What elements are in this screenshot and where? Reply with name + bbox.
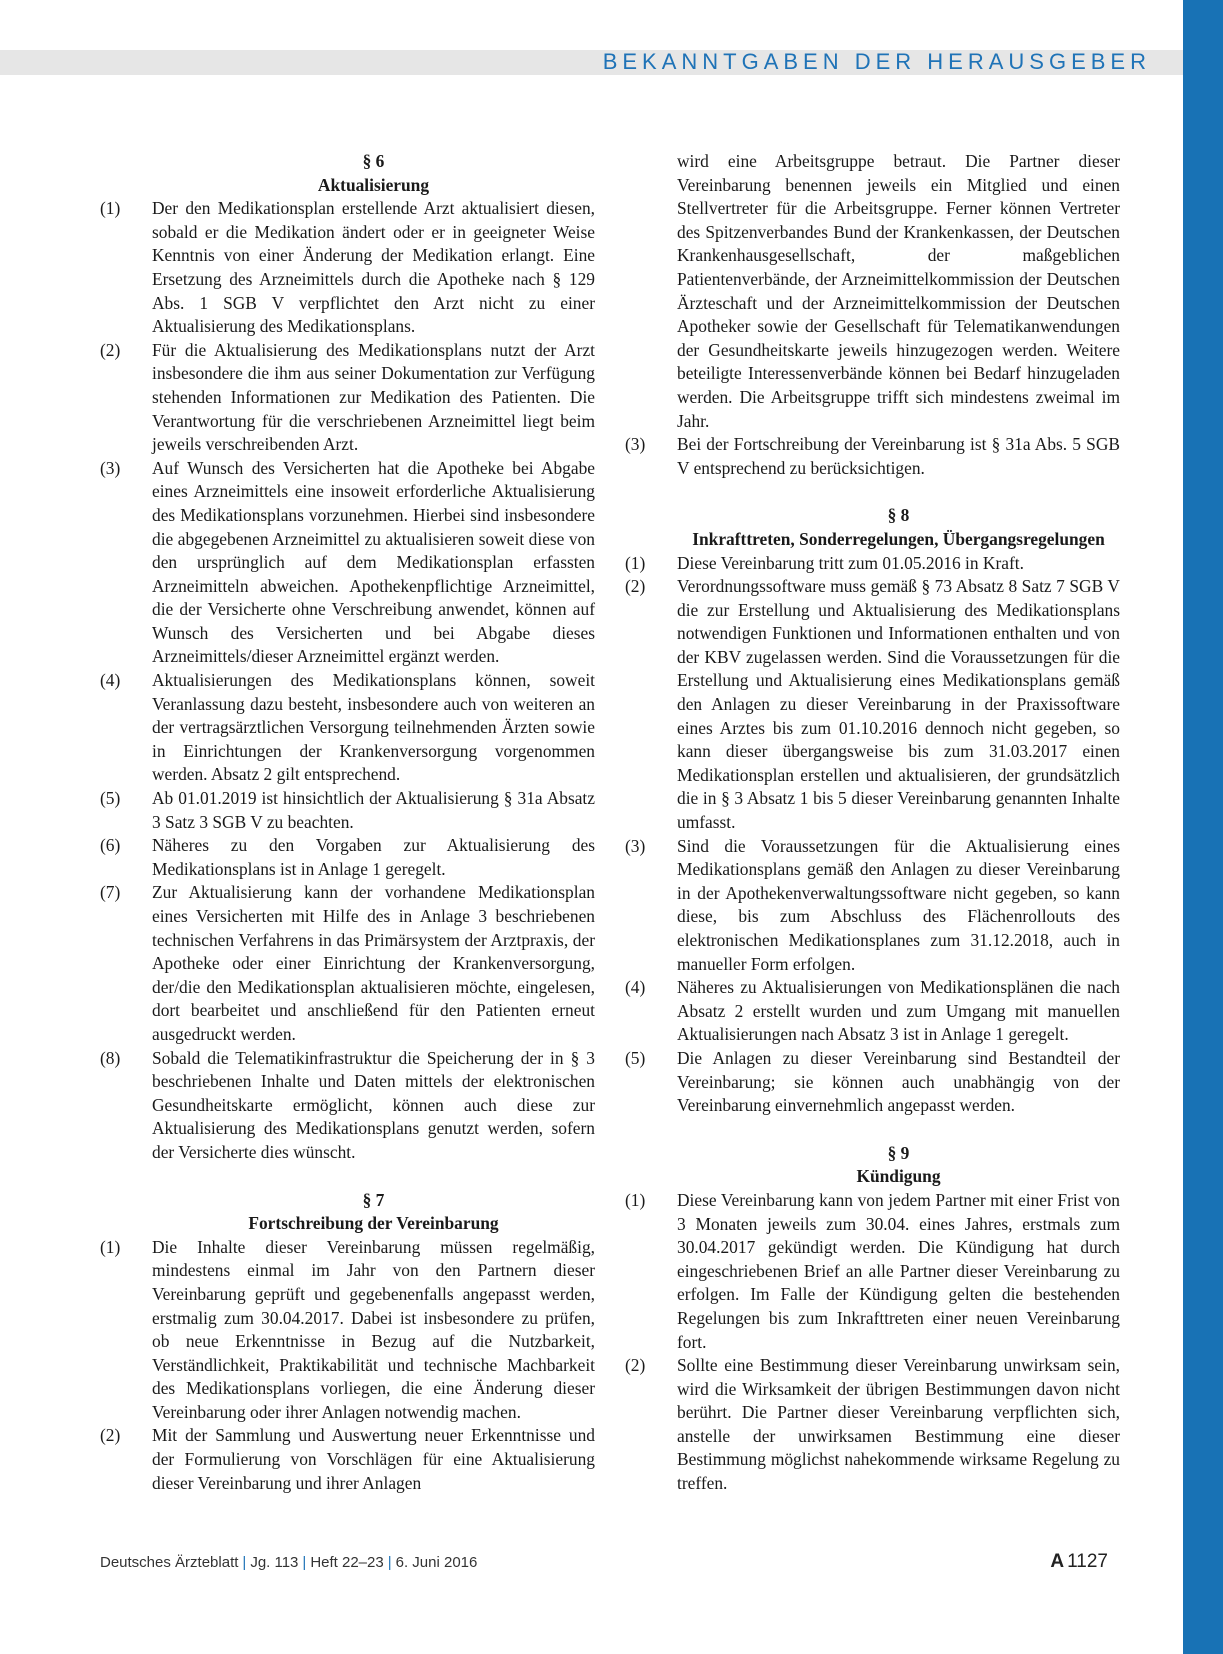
section-6-paragraphs — [100, 197, 595, 1164]
section-9-paragraphs — [625, 1189, 1120, 1496]
paragraph-text: Diese Vereinbarung tritt zum 01.05.2016 in Kraft. — [677, 552, 1024, 573]
paragraph-text: Sollte eine Bestimmung dieser Vereinbarung unwirksam sein, wird die Wirksamkeit der übrigen Bestimmungen davon nicht berührt. Die Partner dieser Vereinbarung verpflichten sich, anstelle der unwirksamen Bestimmung eine dieser Bestimmung möglichst nahekommende wirksame Regelung zu treffen. — [677, 1355, 1120, 1494]
section-7-title: Fortschreibung der Vereinbarung — [248, 1213, 499, 1234]
paragraph-number: (1) — [625, 552, 646, 573]
footer-volume: Jg. 113 — [250, 1554, 299, 1571]
column-left — [100, 150, 595, 1495]
paragraph-number: (8) — [100, 1047, 121, 1068]
paragraph-number: (7) — [100, 882, 121, 903]
section-9-title: Kündigung — [856, 1166, 941, 1187]
section-6-number: § 6 — [362, 151, 385, 171]
paragraph — [625, 552, 1120, 576]
paragraph — [625, 575, 1120, 835]
paragraph-text: Ab 01.01.2019 ist hinsichtlich der Aktualisierung § 31a Absatz 3 Satz 3 SGB V zu beachten. — [152, 788, 595, 832]
paragraph — [100, 1424, 595, 1495]
footer-journal: Deutsches Ärzteblatt — [100, 1554, 239, 1571]
page-header-title: BEKANNTGABEN DER HERAUSGEBER — [602, 49, 1151, 74]
section-7-paragraphs-right — [625, 433, 1120, 480]
paragraph-text: Aktualisierungen des Medikationsplans können, soweit Veranlassung dazu besteht, insbesondere auch von weiteren an der vertragsärztlichen Versorgung teilnehmenden Ärzten sowie in Einrichtungen der Krankenversorgung vorgenommen werden. Absatz 2 gilt entsprechend. — [152, 670, 595, 785]
paragraph — [625, 1047, 1120, 1118]
footer-page-number — [1050, 1551, 1108, 1573]
paragraph-number: (3) — [625, 434, 646, 455]
paragraph — [100, 1236, 595, 1425]
footer-issue: Heft 22–23 — [310, 1554, 384, 1571]
paragraph-text: Auf Wunsch des Versicherten hat die Apotheke bei Abgabe eines Arzneimittels eine insoweit erforderliche Aktualisierung des Medikationsplans vorzunehmen. Hierbei sind insbesondere die abgegebenen Arzneimittel zu aktualisieren soweit diese von den ursprünglich auf dem Medikationsplan erfassten Arzneimitteln abweichen. Apothekenpflichtige Arzneimittel, die der Versicherte ohne Verschreibung anwendet, können auf Wunsch des Versicherten und bei Abgabe dieses Arzneimittels/dieser Arzneimittel ergänzt werden. — [152, 457, 595, 667]
paragraph-text: Mit der Sammlung und Auswertung neuer Erkenntnisse und der Formulierung von Vorschlägen für eine Aktualisierung dieser Vereinbarung und ihrer Anlagen — [152, 1425, 595, 1493]
footer-date: 6. Juni 2016 — [395, 1554, 478, 1571]
paragraph-number: (5) — [100, 788, 121, 809]
paragraph-number: (1) — [625, 1189, 646, 1210]
column-right — [625, 150, 1120, 1496]
section-8-title: Inkrafttreten, Sonderregelungen, Übergangsregelungen — [692, 528, 1105, 549]
footer-page-value: 1127 — [1067, 1551, 1108, 1572]
paragraph-number: (2) — [625, 1355, 646, 1376]
paragraph-text: Verordnungssoftware muss gemäß § 73 Absatz 8 Satz 7 SGB V die zur Erstellung und Aktualisierung des Medikationsplans notwendigen Funktionen und Informationen enthalten und von der KBV zugelassen werden. Sind die Voraussetzungen für die Erstellung und Aktualisierung eines Medikationsplans gemäß den Anlagen zu dieser Vereinbarung in der Praxissoftware eines Arztes bis zum 01.10.2016 dennoch nicht gegeben, so kann dieser übergangsweise bis zum 31.03.2017 einen Medikationsplan erstellen und aktualisieren, der grundsätzlich die in § 3 Absatz 1 bis 5 dieser Vereinbarung genannten Inhalte umfasst. — [677, 576, 1120, 833]
paragraph-text: Näheres zu Aktualisierungen von Medikationsplänen die nach Absatz 2 erstellt wurden und zum Umgang mit manuellen Aktualisierungen nach Absatz 3 ist in Anlage 1 geregelt. — [677, 977, 1120, 1045]
paragraph — [100, 669, 595, 787]
paragraph — [625, 976, 1120, 1047]
paragraph-number: (2) — [100, 339, 121, 360]
paragraph — [100, 834, 595, 881]
paragraph-number: (6) — [100, 835, 121, 856]
paragraph-number: (3) — [100, 457, 121, 478]
paragraph — [100, 787, 595, 834]
section-9-number: § 9 — [887, 1142, 910, 1163]
paragraph-number: (4) — [625, 977, 646, 998]
paragraph — [100, 339, 595, 457]
section-8-paragraphs — [625, 552, 1120, 1118]
footer-citation: Deutsches Ärzteblatt | Jg. 113 | Heft 22–23 | 6. Juni 2016 — [100, 1554, 478, 1571]
paragraph-number: (1) — [100, 1236, 121, 1257]
paragraph — [625, 1189, 1120, 1354]
paragraph-number: (2) — [625, 576, 646, 597]
paragraph-text: Zur Aktualisierung kann der vorhandene Medikationsplan eines Versicherten mit Hilfe des in Anlage 3 beschriebenen technischen Verfahrens in das Primärsystem der Arztpraxis, der Apotheke oder einer Einrichtung der Krankenversorgung, der/die den Medikationsplan aktualisieren möchte, eingelesen, dort bearbeitet und anschließend für den Patienten erneut ausgedruckt werden. — [152, 882, 595, 1044]
paragraph — [100, 197, 595, 339]
paragraph-text: Sobald die Telematikinfrastruktur die Speicherung der in § 3 beschriebenen Inhalte und Daten mittels der elektronischen Gesundheitskarte ermöglicht, können auch diese zur Aktualisierung des Medikationsplans genutzt werden, sofern der Versicherte dies wünscht. — [152, 1047, 595, 1162]
section-7-paragraphs — [100, 1236, 595, 1496]
paragraph-text: Näheres zu den Vorgaben zur Aktualisierung des Medikationsplans ist in Anlage 1 geregelt. — [152, 835, 595, 879]
paragraph — [100, 881, 595, 1046]
section-6-title: Aktualisierung — [317, 174, 430, 195]
paragraph — [625, 835, 1120, 977]
paragraph-text: Die Anlagen zu dieser Vereinbarung sind Bestandteil der Vereinbarung; sie können auch unabhängig von der Vereinbarung einvernehmlich angepasst werden. — [677, 1047, 1120, 1116]
paragraph-text: Sind die Voraussetzungen für die Aktualisierung eines Medikationsplans gemäß den Anlagen zu dieser Vereinbarung in der Apothekenverwaltungssoftware nicht gegeben, so kann diese, bis zum Abschluss des Flächenrollouts des elektronischen Medikationsplanes zum 31.12.2018, auch in manueller Form erfolgen. — [677, 835, 1120, 974]
paragraph-continuation: wird eine Arbeitsgruppe betraut. Die Partner dieser Vereinbarung benennen jeweils ein Mitglied und einen Stellvertreter für die Arbeitsgruppe. Ferner können Vertreter des Spitzenverbandes Bund der Krankenkassen, der Deutschen Krankenhausgesellschaft, der maßgeblichen Patientenverbände, der Arzneimittelkommission der Deutschen Ärzteschaft und der Arzneimittelkommission der Deutschen Apotheker sowie der Gesellschaft für Telematikanwendungen der Gesundheitskarte jeweils hinzugezogen werden. Weitere beteiligte Interessenverbände können bei Bedarf hinzugeladen werden. Die Arbeitsgruppe trifft sich mindestens zweimal im Jahr. — [677, 151, 1120, 431]
paragraph-text: Diese Vereinbarung kann von jedem Partner mit einer Frist von 3 Monaten jeweils zum 30.04. eines Jahres, erstmals zum 30.04.2017 gekündigt werden. Die Kündigung hat durch eingeschriebenen Brief an alle Partner dieser Vereinbarung zu erfolgen. Im Falle der Kündigung gelten die bestehenden Regelungen bis zum Inkrafttreten einer neuen Vereinbarung fort. — [677, 1189, 1120, 1352]
side-color-bar — [1183, 0, 1223, 1654]
section-8-number: § 8 — [887, 505, 910, 526]
section-7-number: § 7 — [362, 1189, 385, 1210]
paragraph-text: Der den Medikationsplan erstellende Arzt aktualisiert diesen, sobald er die Medikation ändert oder er in geeigneter Weise Kenntnis von einer Änderung der Medikation erlangt. Eine Ersetzung des Arzneimittels durch die Apotheke nach § 129 Abs. 1 SGB V verpflichtet den Arzt nicht zu einer Aktualisierung des Medikationsplans. — [152, 198, 595, 337]
paragraph-text: Die Inhalte dieser Vereinbarung müssen regelmäßig, mindestens einmal im Jahr von den Partnern dieser Vereinbarung geprüft und gegebenenfalls angepasst werden, erstmalig zum 30.04.2017. Dabei ist insbesondere zu prüfen, ob neue Erkenntnisse in Bezug auf die Nutzbarkeit, Verständlichkeit, Praktikabilität und technische Machbarkeit des Medikationsplans vorliegen, die eine Änderung dieser Vereinbarung oder ihrer Anlagen notwendig machen. — [152, 1236, 595, 1422]
paragraph — [625, 433, 1120, 480]
paragraph-number: (4) — [100, 670, 121, 691]
paragraph-number: (2) — [100, 1425, 121, 1446]
paragraph-text: Bei der Fortschreibung der Vereinbarung ist § 31a Abs. 5 SGB V entsprechend zu berücksichtigen. — [677, 434, 1120, 478]
footer-page-prefix: A — [1050, 1551, 1065, 1572]
paragraph — [100, 1047, 595, 1165]
paragraph — [625, 1354, 1120, 1496]
paragraph — [100, 457, 595, 669]
paragraph-number: (3) — [625, 835, 646, 856]
paragraph-text: Für die Aktualisierung des Medikationsplans nutzt der Arzt insbesondere die ihm aus seiner Dokumentation zur Verfügung stehenden Informationen zur Medikation des Patienten. Die Verantwortung für die verschriebenen Arzneimittel liegt beim jeweils verschreibenden Arzt. — [152, 339, 595, 455]
paragraph-number: (5) — [625, 1047, 646, 1068]
paragraph-number: (1) — [100, 198, 121, 219]
